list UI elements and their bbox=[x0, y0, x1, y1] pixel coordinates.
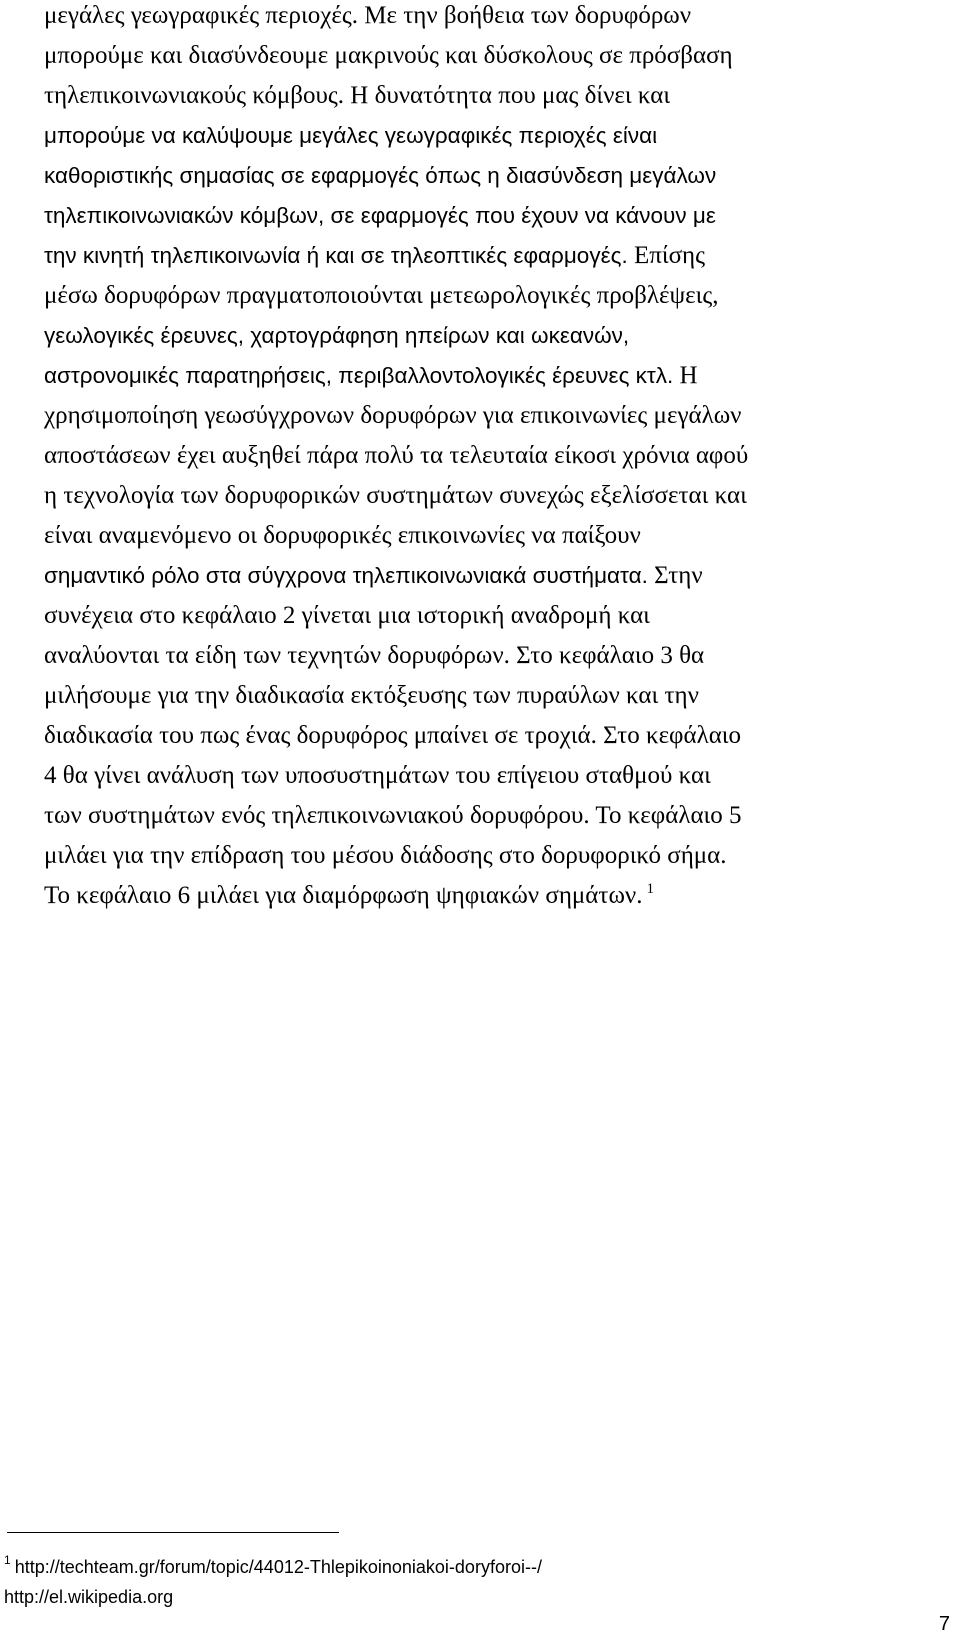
text-line bbox=[44, 36, 944, 76]
text-line bbox=[44, 516, 944, 556]
text-segment: καθοριστικής σημασίας σε εφαρμογές όπως η διασύνδεση μεγάλων bbox=[44, 163, 717, 188]
text-segment: χρησιμοποίηση γεωσύγχρονων δορυφόρων για επικοινωνίες μεγάλων bbox=[44, 402, 742, 429]
text-line bbox=[44, 236, 944, 276]
footnote bbox=[4, 1553, 542, 1611]
text-segment: Η bbox=[673, 362, 698, 389]
text-segment: διαδικασία του πως ένας δορυφόρος μπαίνει σε τροχιά. Στο κεφάλαιο bbox=[44, 722, 742, 749]
text-segment: μπορούμε και διασύνδεουμε μακρινούς και δύσκολους σε πρόσβαση bbox=[44, 42, 733, 69]
text-line bbox=[44, 76, 944, 116]
text-segment: συνέχεια στο κεφάλαιο 2 γίνεται μια ιστορική αναδρομή και bbox=[44, 602, 650, 629]
footnote-number: 1 bbox=[4, 1553, 11, 1567]
text-line bbox=[44, 436, 944, 476]
text-segment: τηλεπικοινωνιακούς κόμβους. Η δυνατότητα που μας δίνει και bbox=[44, 82, 671, 109]
text-line bbox=[44, 796, 944, 836]
text-line bbox=[44, 716, 944, 756]
text-line bbox=[44, 556, 944, 596]
footnote-line-1 bbox=[4, 1553, 542, 1583]
text-line bbox=[44, 836, 944, 876]
body-paragraph bbox=[44, 0, 944, 916]
text-segment: μιλήσουμε για την διαδικασία εκτόξευσης των πυραύλων και την bbox=[44, 682, 699, 709]
text-line bbox=[44, 356, 944, 396]
text-segment: τηλεπικοινωνιακών κόμβων, σε εφαρμογές που έχουν να κάνουν με bbox=[44, 203, 716, 228]
text-segment: αναλύονται τα είδη των τεχνητών δορυφόρων. Στο κεφάλαιο 3 θα bbox=[44, 642, 705, 669]
text-line bbox=[44, 156, 944, 196]
text-line bbox=[44, 596, 944, 636]
text-line bbox=[44, 316, 944, 356]
text-line bbox=[44, 476, 944, 516]
text-segment: μπορούμε να καλύψουμε μεγάλες γεωγραφικές περιοχές είναι bbox=[44, 123, 658, 148]
text-segment: Το κεφάλαιο 6 μιλάει για διαμόρφωση ψηφιακών σημάτων. bbox=[44, 882, 643, 909]
text-segment: μεγάλες γεωγραφικές περιοχές. Με την βοήθεια των δορυφόρων bbox=[44, 2, 692, 29]
text-line bbox=[44, 396, 944, 436]
footnote-link-1[interactable]: http://techteam.gr/forum/topic/44012-Thlepikoinoniakoi-doryforoi--/ bbox=[14, 1557, 542, 1577]
text-line bbox=[44, 876, 944, 916]
text-segment: την κινητή τηλεπικοινωνία ή και σε τηλεοπτικές εφαρμογές. bbox=[44, 243, 628, 268]
text-segment: αστρονομικές παρατηρήσεις, περιβαλλοντολογικές έρευνες κτλ. bbox=[44, 363, 674, 388]
text-segment: η τεχνολογία των δορυφορικών συστημάτων συνεχώς εξελίσσεται και bbox=[44, 482, 747, 509]
text-segment: σημαντικό ρόλο στα σύγχρονα τηλεπικοινωνιακά συστήματα. bbox=[44, 563, 648, 588]
text-segment: γεωλογικές έρευνες, χαρτογράφηση ηπείρων και ωκεανών, bbox=[44, 323, 630, 348]
text-segment: 4 θα γίνει ανάλυση των υποσυστημάτων του επίγειου σταθμού και bbox=[44, 762, 711, 789]
footnote-separator bbox=[7, 1532, 339, 1533]
footnote-reference: 1 bbox=[646, 881, 654, 897]
text-segment: αποστάσεων έχει αυξηθεί πάρα πολύ τα τελευταία είκοσι χρόνια αφού bbox=[44, 442, 749, 469]
text-segment: των συστημάτων ενός τηλεπικοινωνιακού δορυφόρου. Το κεφάλαιο 5 bbox=[44, 802, 742, 829]
text-line bbox=[44, 276, 944, 316]
text-segment: είναι αναμενόμενο οι δορυφορικές επικοινωνίες να παίξουν bbox=[44, 522, 641, 549]
text-segment: Επίσης bbox=[627, 242, 706, 269]
text-segment: μέσω δορυφόρων πραγματοποιούνται μετεωρολογικές προβλέψεις, bbox=[44, 282, 719, 309]
text-segment: Στην bbox=[647, 562, 703, 589]
text-line bbox=[44, 756, 944, 796]
text-line bbox=[44, 196, 944, 236]
text-line bbox=[44, 0, 944, 36]
text-line bbox=[44, 116, 944, 156]
text-line bbox=[44, 676, 944, 716]
footnote-link-2[interactable]: http://el.wikipedia.org bbox=[4, 1587, 174, 1607]
text-segment: μιλάει για την επίδραση του μέσου διάδοσης στο δορυφορικό σήμα. bbox=[44, 842, 727, 869]
text-line bbox=[44, 636, 944, 676]
page-number: 7 bbox=[938, 1613, 950, 1635]
